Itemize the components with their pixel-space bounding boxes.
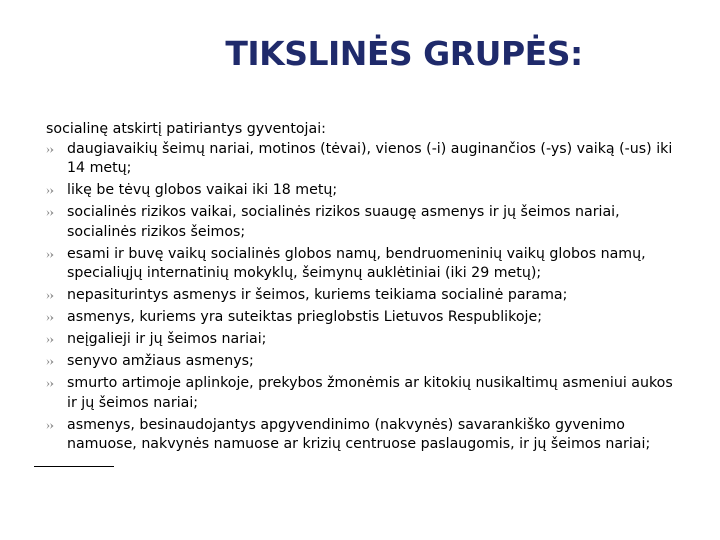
- slide-content: [46, 120, 686, 457]
- slide-title: TIKSLINĖS GRUPĖS:: [225, 34, 583, 73]
- fleuron-icon: [46, 358, 54, 366]
- intro-text: socialinę atskirtį patiriantys gyventojai:: [46, 121, 326, 137]
- list-item-text: senyvo amžiaus asmenys;: [67, 353, 254, 370]
- decorative-line: [34, 466, 114, 467]
- list-item: [46, 245, 686, 284]
- list-item: [46, 286, 686, 306]
- fleuron-icon: [46, 187, 54, 195]
- list-item-text: likę be tėvų globos vaikai iki 18 metų;: [67, 182, 338, 199]
- fleuron-icon: [46, 292, 54, 300]
- list-item: [46, 374, 686, 413]
- list-item-text: neįgalieji ir jų šeimos nariai;: [67, 331, 267, 348]
- fleuron-icon: [46, 251, 54, 259]
- list-item: [46, 416, 686, 455]
- fleuron-icon: [46, 336, 54, 344]
- list-item-text: daugiavaikių šeimų nariai, motinos (tėvai), vienos (-i) auginančios (-ys) vaiką (-us) iki 14 metų;: [67, 140, 673, 177]
- fleuron-icon: [46, 209, 54, 217]
- list-item-text: asmenys, besinaudojantys apgyvendinimo (nakvynės) savarankiško gyvenimo namuose, nakvynės namuose ar krizių centruose paslaugomis, ir jų šeimos nariai;: [67, 416, 651, 453]
- target-groups-list: [46, 140, 686, 455]
- list-item: [46, 352, 686, 372]
- list-item-text: esami ir buvę vaikų socialinės globos namų, bendruomeninių vaikų globos namų, specialiųjų internatinių mokyklų, šeimynų auklėtiniai (iki 29 metų);: [67, 245, 646, 282]
- list-item: [46, 203, 686, 242]
- list-item-text: asmenys, kuriems yra suteiktas prieglobstis Lietuvos Respublikoje;: [67, 309, 542, 326]
- list-item: [46, 181, 686, 201]
- list-item-text: nepasiturintys asmenys ir šeimos, kuriems teikiama socialinė parama;: [67, 287, 568, 304]
- list-item: [46, 330, 686, 350]
- fleuron-icon: [46, 314, 54, 322]
- fleuron-icon: [46, 422, 54, 430]
- list-item: [46, 140, 686, 179]
- fleuron-icon: [46, 146, 54, 154]
- list-item-text: socialinės rizikos vaikai, socialinės rizikos suaugę asmenys ir jų šeimos nariai, socialinės rizikos šeimos;: [67, 204, 620, 240]
- list-item-text: smurto artimoje aplinkoje, prekybos žmonėmis ar kitokių nusikaltimų asmeniui aukos ir jų šeimos nariai;: [67, 375, 673, 411]
- fleuron-icon: [46, 380, 54, 388]
- list-item: [46, 308, 686, 328]
